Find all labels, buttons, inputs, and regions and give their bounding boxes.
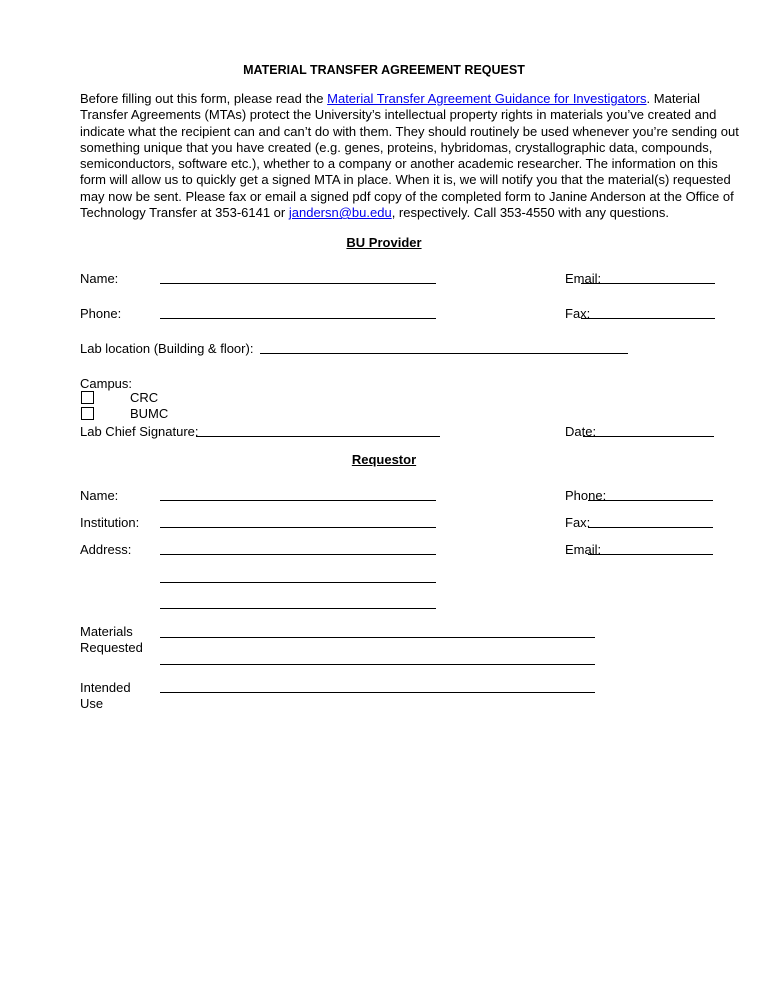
intended-use-field[interactable]	[160, 692, 595, 693]
intro-text: Transfer Agreements (MTAs) protect the University’s intellectual property rights in materials you’ve created and	[80, 107, 717, 123]
email-link[interactable]: jandersn@bu.edu	[288, 205, 392, 221]
institution-field[interactable]	[160, 527, 436, 528]
requestor-email-field[interactable]	[588, 554, 713, 555]
requestor-name-label: Name:	[80, 488, 119, 503]
requestor-fax-label: Fax:	[565, 515, 591, 530]
requestor-fax-field[interactable]	[588, 527, 713, 528]
intro-text: indicate what the recipient can and can’t do with them. They should routinely be used whenever you’re sending out	[80, 123, 739, 139]
provider-name-label: Name:	[80, 271, 119, 286]
campus-crc-checkbox[interactable]	[81, 391, 94, 404]
provider-heading: BU Provider	[346, 235, 422, 250]
intro-text: Before filling out this form, please read the	[80, 91, 328, 106]
campus-bumc-label: BUMC	[130, 406, 169, 421]
intro-text: form will allow us to quickly get a signed MTA in place. When it is, we will notify you that the material(s) requested	[80, 172, 731, 188]
form-title: MATERIAL TRANSFER AGREEMENT REQUEST	[243, 63, 525, 77]
materials-label: Materials Requested	[80, 624, 143, 655]
intro-paragraph	[80, 91, 739, 221]
provider-phone-label: Phone:	[80, 306, 122, 321]
provider-fax-label: Fax:	[565, 306, 591, 321]
address-field-2[interactable]	[160, 582, 436, 583]
provider-name-field[interactable]	[160, 283, 436, 284]
date-field[interactable]	[583, 436, 714, 437]
campus-crc-label: CRC	[130, 390, 159, 405]
address-field-3[interactable]	[160, 608, 436, 609]
intro-text: . Material	[646, 91, 700, 106]
requestor-email-label: Email:	[565, 542, 602, 557]
campus-bumc-checkbox[interactable]	[81, 407, 94, 420]
requestor-phone-field[interactable]	[588, 500, 713, 501]
campus-label: Campus:	[80, 376, 133, 391]
intro-text: something unique that you have created (e.g. genes, proteins, hybridomas, crystallographic data, compounds,	[80, 139, 713, 155]
lab-location-label: Lab location (Building & floor):	[80, 341, 254, 356]
provider-email-field[interactable]	[581, 283, 715, 284]
intro-text: , respectively. Call 353-4550 with any questions.	[391, 205, 669, 221]
intro-text: Technology Transfer at 353-6141 or	[80, 205, 289, 221]
institution-label: Institution:	[80, 515, 140, 530]
provider-fax-field[interactable]	[581, 318, 715, 319]
requestor-phone-label: Phone:	[565, 488, 607, 503]
provider-email-label: Email:	[565, 271, 602, 286]
guidance-link[interactable]: Material Transfer Agreement Guidance for Investigators	[327, 91, 647, 106]
signature-label: Lab Chief Signature:	[80, 424, 199, 439]
signature-field[interactable]	[196, 436, 440, 437]
address-field-1[interactable]	[160, 554, 436, 555]
intended-use-label: Intended Use	[80, 680, 131, 711]
intro-text: semiconductors, software etc.), whether to a company or another academic researcher. The information on this	[80, 156, 718, 172]
intro-text: may now be sent. Please fax or email a signed pdf copy of the completed form to Janine Anderson at the Office of	[80, 188, 734, 204]
materials-field-2[interactable]	[160, 664, 595, 665]
requestor-name-field[interactable]	[160, 500, 436, 501]
date-label: Date:	[565, 424, 597, 439]
provider-phone-field[interactable]	[160, 318, 436, 319]
lab-location-field[interactable]	[260, 353, 628, 354]
materials-field-1[interactable]	[160, 637, 595, 638]
address-label: Address:	[80, 542, 132, 557]
requestor-heading: Requestor	[351, 452, 417, 467]
